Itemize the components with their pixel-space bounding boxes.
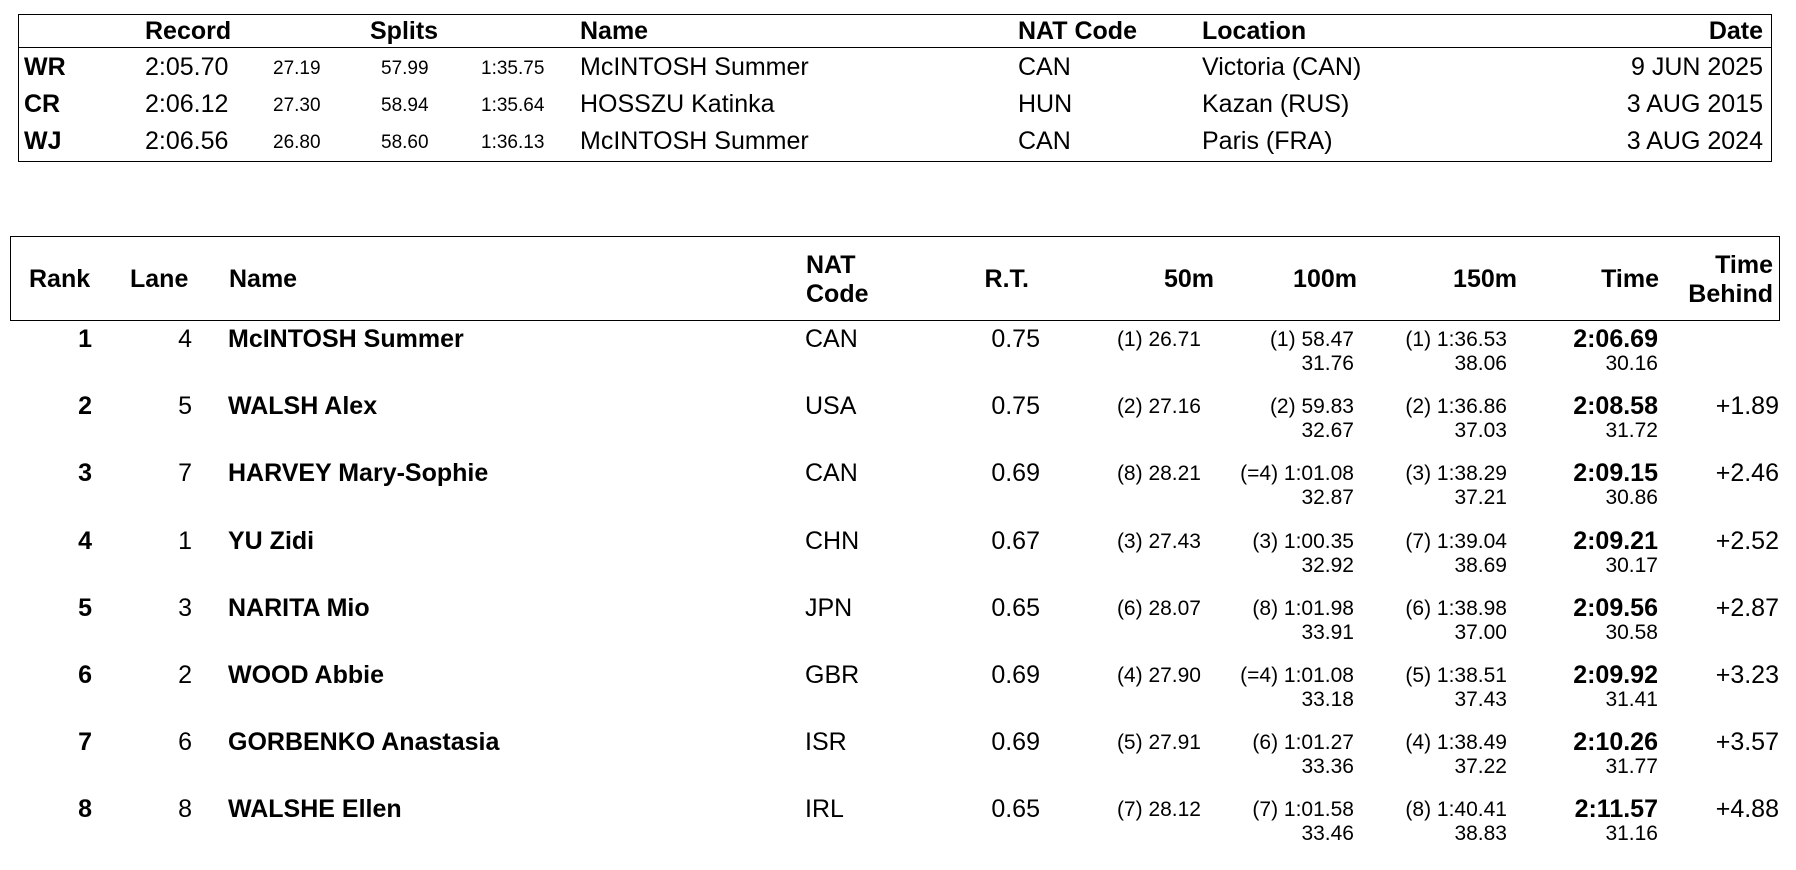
header-nat-line1: NAT [806,251,856,279]
result-final-time: 2:11.57 [1574,795,1658,824]
header-location: Location [1202,17,1307,45]
result-split-150-lap: 37.43 [1454,688,1507,711]
result-split-150: (4) 1:38.49 [1405,731,1507,755]
header-nat-code: NAT Code [1018,17,1137,45]
result-nat-code: CAN [805,459,858,488]
header-behind-line1: Time [1715,251,1773,279]
result-final-lap: 30.17 [1605,553,1658,577]
result-split-150: (5) 1:38.51 [1405,664,1507,687]
result-split-50: (3) 27.43 [1116,529,1201,553]
result-split-100: (3) 1:00.35 [1252,529,1354,553]
result-rank: 8 [78,795,92,824]
result-split-50: (8) 28.21 [1116,462,1201,486]
result-reaction-time: 0.69 [991,459,1040,488]
record-code: WJ [24,127,62,155]
result-name: WALSH Alex [228,392,378,421]
result-row [0,653,1796,720]
result-lane: 3 [178,593,192,622]
result-time-behind: +1.89 [1715,392,1779,421]
header-time: Time [1601,265,1659,293]
record-nat-code: CAN [1018,53,1071,81]
result-split-50: (6) 28.07 [1116,596,1201,620]
result-time-behind: +2.52 [1715,526,1779,555]
record-location: Kazan (RUS) [1202,90,1350,118]
result-split-150-lap: 38.69 [1454,553,1507,577]
result-split-150: (1) 1:36.53 [1405,328,1507,351]
record-row [19,123,1771,160]
record-holder-name: HOSSZU Katinka [580,90,775,118]
result-split-100: (2) 59.83 [1269,395,1354,419]
result-final-lap: 30.16 [1605,352,1658,375]
result-row [0,317,1796,384]
result-time-behind: +4.88 [1715,795,1779,824]
result-rank: 4 [78,526,92,555]
result-split-150: (6) 1:38.98 [1405,596,1507,620]
result-split-100-lap: 32.67 [1301,419,1354,443]
result-rank: 7 [78,728,92,757]
result-split-150: (8) 1:40.41 [1405,798,1507,822]
result-split-100: (8) 1:01.98 [1252,596,1354,620]
header-rt: R.T. [984,265,1029,293]
result-split-100-lap: 32.92 [1301,553,1354,577]
result-split-50: (4) 27.90 [1116,664,1201,687]
header-nat-line2: Code [806,280,869,308]
result-split-100-lap: 33.46 [1301,822,1354,846]
result-final-time: 2:09.92 [1573,661,1658,689]
result-nat-code: CHN [805,526,860,555]
header-lane: Lane [130,265,189,293]
header-150m: 150m [1453,265,1517,293]
result-lane: 1 [178,526,192,555]
record-row [19,86,1771,123]
result-final-lap: 30.58 [1605,620,1658,644]
record-row [19,49,1771,86]
result-split-100: (=4) 1:01.08 [1240,664,1354,687]
result-time-behind: +2.87 [1715,593,1779,622]
result-rank: 5 [78,593,92,622]
record-code: WR [24,53,66,81]
result-split-100: (1) 58.47 [1269,328,1354,351]
record-split-150: 1:35.75 [481,58,545,79]
result-reaction-time: 0.65 [991,795,1040,824]
result-nat-code: USA [805,392,857,421]
header-splits: Splits [370,17,439,45]
result-rank: 6 [78,661,92,689]
result-lane: 5 [178,392,192,421]
result-split-50: (1) 26.71 [1116,328,1201,351]
result-final-lap: 31.41 [1605,688,1658,711]
result-split-150: (7) 1:39.04 [1405,529,1507,553]
record-split-100: 58.60 [381,132,429,153]
result-row [0,787,1796,854]
result-split-100-lap: 31.76 [1301,352,1354,375]
result-reaction-time: 0.75 [991,392,1040,421]
header-record: Record [145,17,232,45]
results-header [10,236,1780,321]
record-nat-code: CAN [1018,127,1071,155]
record-date: 9 JUN 2025 [1630,53,1763,81]
record-location: Victoria (CAN) [1202,53,1362,81]
result-reaction-time: 0.67 [991,526,1040,555]
result-nat-code: IRL [805,795,844,824]
result-lane: 6 [178,728,192,757]
result-time-behind: +2.46 [1715,459,1779,488]
result-final-lap: 30.86 [1605,486,1658,510]
result-final-lap: 31.16 [1605,822,1658,846]
result-lane: 4 [178,325,192,353]
result-row [0,519,1796,586]
result-final-lap: 31.72 [1605,419,1658,443]
result-split-100: (=4) 1:01.08 [1240,462,1354,486]
result-nat-code: GBR [805,661,860,689]
record-date: 3 AUG 2024 [1626,127,1763,155]
result-lane: 8 [178,795,192,824]
result-time-behind: +3.57 [1715,728,1779,757]
record-split-50: 26.80 [273,132,321,153]
result-final-time: 2:08.58 [1573,392,1658,421]
result-nat-code: CAN [805,325,858,353]
record-time: 2:06.12 [145,90,229,118]
record-date: 3 AUG 2015 [1626,90,1763,118]
result-name: NARITA Mio [228,593,370,622]
result-split-50: (5) 27.91 [1116,731,1201,755]
result-split-150-lap: 37.22 [1454,755,1507,779]
result-nat-code: ISR [805,728,847,757]
header-rank: Rank [29,265,91,293]
result-name: GORBENKO Anastasia [228,728,500,757]
record-split-50: 27.30 [273,95,321,116]
result-split-150: (3) 1:38.29 [1405,462,1507,486]
result-split-100-lap: 33.91 [1301,620,1354,644]
result-name: HARVEY Mary-Sophie [228,459,489,488]
header-100m: 100m [1293,265,1357,293]
result-final-lap: 31.77 [1605,755,1658,779]
result-rank: 1 [78,325,92,353]
header-name: Name [580,17,649,45]
header-behind-line2: Behind [1688,280,1773,308]
result-split-50: (7) 28.12 [1116,798,1201,822]
record-time: 2:06.56 [145,127,229,155]
result-time-behind: +3.23 [1715,661,1779,689]
record-code: CR [24,90,61,118]
record-holder-name: McINTOSH Summer [580,127,809,155]
result-split-150-lap: 37.03 [1454,419,1507,443]
result-final-time: 2:10.26 [1573,728,1658,757]
result-name: YU Zidi [228,526,315,555]
header-50m: 50m [1163,265,1214,293]
result-split-150-lap: 38.06 [1454,352,1507,375]
result-split-100-lap: 33.18 [1301,688,1354,711]
result-reaction-time: 0.75 [991,325,1040,353]
result-split-100: (6) 1:01.27 [1252,731,1354,755]
result-lane: 2 [178,661,192,689]
result-split-150-lap: 37.00 [1454,620,1507,644]
result-nat-code: JPN [805,593,853,622]
record-nat-code: HUN [1018,90,1073,118]
result-split-100: (7) 1:01.58 [1252,798,1354,822]
header-date: Date [1708,17,1763,45]
result-split-100-lap: 33.36 [1301,755,1354,779]
result-split-50: (2) 27.16 [1116,395,1201,419]
result-row [0,451,1796,518]
result-final-time: 2:06.69 [1573,325,1658,353]
record-time: 2:05.70 [145,53,229,81]
record-split-100: 57.99 [381,58,429,79]
record-holder-name: McINTOSH Summer [580,53,809,81]
record-split-150: 1:35.64 [481,95,545,116]
result-row [0,384,1796,451]
result-final-time: 2:09.15 [1573,459,1658,488]
result-name: WALSHE Ellen [228,795,402,824]
result-split-150-lap: 37.21 [1454,486,1507,510]
result-rank: 2 [78,392,92,421]
result-lane: 7 [178,459,192,488]
result-row [0,586,1796,653]
result-reaction-time: 0.65 [991,593,1040,622]
result-name: WOOD Abbie [228,661,385,689]
records-header [19,15,1771,48]
record-location: Paris (FRA) [1202,127,1333,155]
result-name: McINTOSH Summer [228,325,464,353]
result-rank: 3 [78,459,92,488]
record-split-100: 58.94 [381,95,429,116]
record-split-150: 1:36.13 [481,132,545,153]
result-reaction-time: 0.69 [991,661,1040,689]
result-split-150-lap: 38.83 [1454,822,1507,846]
result-final-time: 2:09.21 [1573,526,1658,555]
result-split-100-lap: 32.87 [1301,486,1354,510]
header-name: Name [229,265,298,293]
result-row [0,720,1796,787]
result-reaction-time: 0.69 [991,728,1040,757]
record-split-50: 27.19 [273,58,321,79]
result-final-time: 2:09.56 [1573,593,1658,622]
result-split-150: (2) 1:36.86 [1405,395,1507,419]
records-table [18,14,1772,162]
